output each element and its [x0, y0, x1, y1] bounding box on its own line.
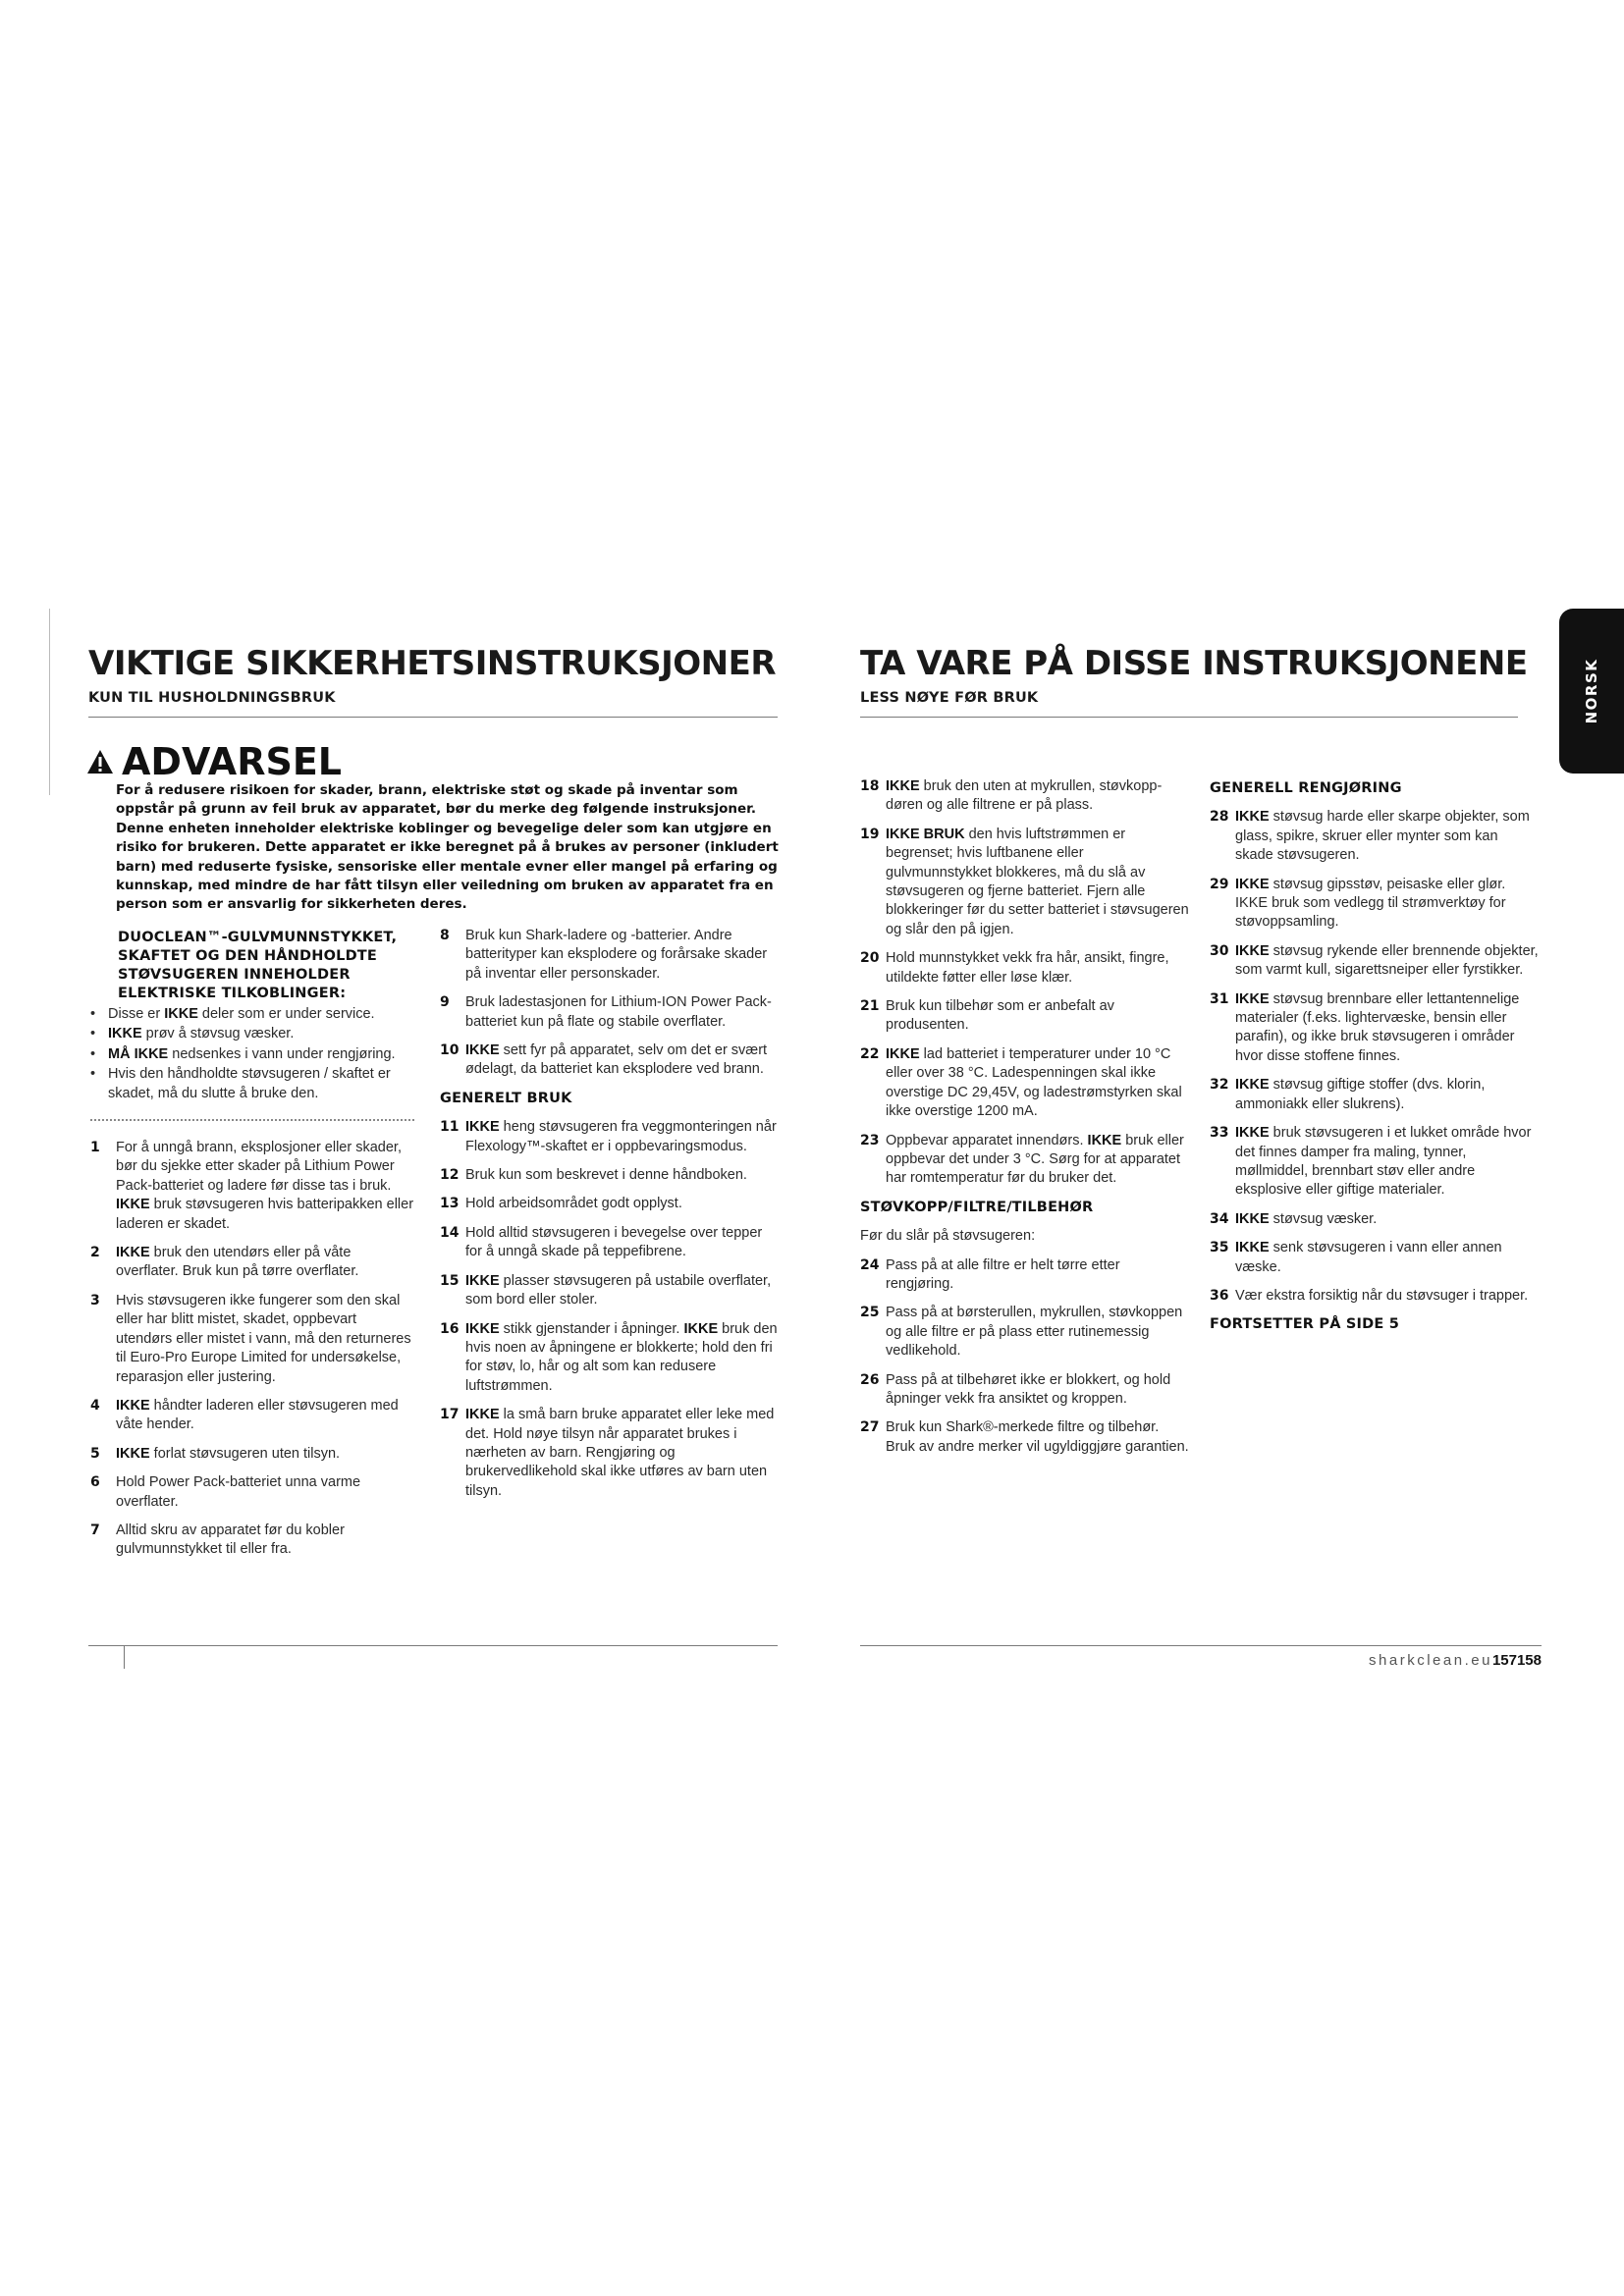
- item-number: 23: [860, 1132, 880, 1148]
- item-text: [886, 1045, 1190, 1122]
- item-emphasis: IKKE: [1087, 1132, 1122, 1148]
- list-item: [860, 949, 1190, 988]
- list-item: [90, 1473, 414, 1512]
- item-number: 14: [440, 1224, 460, 1241]
- item-text: [465, 1166, 778, 1185]
- list-item: [90, 1292, 414, 1387]
- left-header-divider: [88, 717, 778, 718]
- bullet-text: prøv å støvsug væsker.: [141, 1026, 295, 1042]
- item-emphasis: IKKE: [1235, 1125, 1270, 1142]
- item-number: 29: [1210, 876, 1229, 892]
- bullet-icon: •: [90, 1066, 96, 1083]
- item-text: [465, 1041, 778, 1080]
- column-1: [90, 927, 414, 1570]
- item-emphasis: IKKE: [116, 1197, 150, 1213]
- list-item: [1210, 1076, 1540, 1114]
- bullet-text: Hvis den håndholdte støvsugeren / skaftet er skadet, må du slutte å bruke den.: [108, 1066, 391, 1101]
- item-text-part: bruk støvsugeren hvis batteripakken eller laderen er skadet.: [116, 1197, 414, 1232]
- item-text: [116, 1244, 414, 1282]
- item-text-part: stikk gjenstander i åpninger.: [499, 1320, 684, 1337]
- item-text-part: heng støvsugeren fra veggmonteringen når Flexology™-skaftet er i oppbevaringsmodus.: [465, 1119, 777, 1154]
- item-text: [116, 1473, 414, 1512]
- item-text-part: Pass på at tilbehøret ikke er blokkert, og hold åpninger vekk fra ansiktet og kroppen.: [886, 1371, 1171, 1407]
- item-number: 18: [860, 778, 880, 794]
- list-item: [1210, 1124, 1540, 1201]
- left-footer-divider: [88, 1645, 778, 1646]
- footer-site: sharkclean.eu: [1369, 1652, 1492, 1669]
- item-text-part: bruk eller oppbevar det under 3 °C. Sørg for at apparatet har romtemperatur før du bruker det.: [886, 1132, 1184, 1187]
- item-emphasis: IKKE: [1235, 876, 1270, 892]
- continue-note: FORTSETTER PÅ SIDE 5: [1210, 1316, 1400, 1333]
- item-emphasis: IKKE BRUK: [886, 826, 965, 842]
- item-number: 28: [1210, 809, 1229, 826]
- dustcup-intro: Før du slår på støvsugeren:: [860, 1228, 1036, 1245]
- left-footer-tick: [124, 1645, 125, 1669]
- item-number: 24: [860, 1256, 880, 1273]
- item-text: [1235, 1239, 1540, 1277]
- right-footer-divider: [860, 1645, 1542, 1646]
- footer-pagination: [1369, 1652, 1542, 1669]
- item-emphasis: IKKE: [1235, 1077, 1270, 1094]
- column-2: [440, 927, 778, 1511]
- general-cleaning-heading: GENERELL RENGJØRING: [1210, 780, 1402, 796]
- item-text-part: Bruk ladestasjonen for Lithium-ION Power Pack-batteriet kun på flate og stabile overflater.: [465, 994, 772, 1030]
- item-text-part: Vær ekstra forsiktig når du støvsuger i trapper.: [1235, 1287, 1529, 1304]
- item-text: [465, 1406, 778, 1501]
- item-text-part: den hvis luftstrømmen er begrenset; hvis luftbanene eller gulvmunnstykket blokkeres, må du slå av støvsugeren og fjerne batteriet. Fjern alle blokkeringer før du setter batteriet i støvsugeren og slår den på igjen.: [886, 826, 1189, 937]
- list-item: [90, 1445, 414, 1464]
- bullet-text: nedsenkes i vann under rengjøring.: [168, 1045, 396, 1062]
- list-item: [440, 1224, 778, 1262]
- item-text: [465, 993, 778, 1032]
- item-emphasis: IKKE: [1235, 942, 1270, 959]
- list-item: [90, 1397, 414, 1435]
- item-number: 15: [440, 1272, 460, 1289]
- item-emphasis: IKKE: [1235, 990, 1270, 1007]
- list-item: [860, 1371, 1190, 1410]
- item-text-part: Pass på at alle filtre er helt tørre etter rengjøring.: [886, 1256, 1120, 1292]
- item-text-part: Bruk kun som beskrevet i denne håndboken.: [465, 1167, 747, 1184]
- item-text: [465, 1195, 778, 1213]
- item-text: [886, 1371, 1190, 1410]
- list-item: [1210, 942, 1540, 981]
- item-text-part: forlat støvsugeren uten tilsyn.: [149, 1445, 341, 1462]
- list-item: [860, 826, 1190, 939]
- item-text: [116, 1397, 414, 1435]
- item-text: [465, 927, 778, 984]
- item-number: 6: [90, 1474, 100, 1491]
- item-text-part: bruk den uten at mykrullen, støvkopp-døren og alle filtrene er på plass.: [886, 778, 1163, 814]
- item-text-part: Bruk kun Shark-ladere og -batterier. Andre batterityper kan eksplodere og forårsake skader på inventar eller personskader.: [465, 928, 768, 982]
- column-3: [860, 777, 1190, 1467]
- item-number: 12: [440, 1167, 460, 1184]
- item-number: 35: [1210, 1240, 1229, 1256]
- item-text-part: støvsug gipsstøv, peisaske eller glør. IKKE bruk som vedlegg til strømverktøy for støvoppsamling.: [1235, 876, 1506, 931]
- item-text: [1235, 1076, 1540, 1114]
- list-item: [440, 1320, 778, 1397]
- item-text: [116, 1292, 414, 1387]
- item-text-part: Bruk kun Shark®-merkede filtre og tilbehør. Bruk av andre merker vil ugyldiggjøre garantien.: [886, 1419, 1189, 1455]
- item-emphasis: IKKE: [465, 1119, 500, 1136]
- item-text-part: Alltid skru av apparatet før du kobler gulvmunnstykket til eller fra.: [116, 1522, 345, 1558]
- bullet-text: Disse er: [108, 1006, 165, 1022]
- list-item: [440, 1041, 778, 1080]
- list-item: [440, 927, 778, 984]
- item-number: 8: [440, 928, 450, 943]
- item-text: [465, 1224, 778, 1262]
- item-emphasis: IKKE: [886, 778, 920, 794]
- item-text-part: senk støvsugeren i vann eller annen væske.: [1235, 1240, 1502, 1275]
- list-item: [440, 993, 778, 1032]
- item-number: 2: [90, 1245, 100, 1261]
- item-number: 13: [440, 1196, 460, 1212]
- item-number: 26: [860, 1371, 880, 1388]
- list-item: [440, 1195, 778, 1213]
- item-text: [886, 826, 1190, 939]
- item-text-part: Hold arbeidsområdet godt opplyst.: [465, 1196, 682, 1212]
- item-text-part: bruk den utendørs eller på våte overflater. Bruk kun på tørre overflater.: [116, 1245, 359, 1280]
- left-page-subtitle: KUN TIL HUSHOLDNINGSBRUK: [88, 690, 336, 706]
- bullet-emphasis: IKKE: [164, 1006, 198, 1022]
- item-text-part: plasser støvsugeren på ustabile overflater, som bord eller stoler.: [465, 1272, 772, 1308]
- warning-triangle-icon: [86, 749, 114, 774]
- item-number: 34: [1210, 1210, 1229, 1227]
- item-text: [1235, 1210, 1540, 1229]
- item-text: [465, 1118, 778, 1156]
- item-number: 27: [860, 1419, 880, 1436]
- list-item: [440, 1166, 778, 1185]
- duoclean-bullets: [90, 1005, 414, 1103]
- list-item: [860, 1418, 1190, 1457]
- item-number: 1: [90, 1140, 100, 1156]
- item-text: [116, 1445, 414, 1464]
- item-text-part: støvsug brennbare eller lettantennelige materialer (f.eks. lightervæske, bensin eller parafin), og ikke bruk støvsugeren i områder hvor disse stoffene finnes.: [1235, 990, 1520, 1064]
- list-item: [860, 997, 1190, 1036]
- item-number: 11: [440, 1119, 460, 1136]
- language-tab: [1559, 609, 1624, 774]
- right-header-divider: [860, 717, 1518, 718]
- item-text: [1235, 1287, 1540, 1306]
- item-text-part: Hold alltid støvsugeren i bevegelse over tepper for å unngå skade på teppefibrene.: [465, 1224, 763, 1260]
- item-emphasis: IKKE: [465, 1320, 500, 1337]
- item-number: 31: [1210, 990, 1229, 1007]
- item-emphasis: IKKE: [465, 1407, 500, 1423]
- dotted-divider: [90, 1119, 414, 1121]
- item-text: [886, 1418, 1190, 1457]
- item-text-part: For å unngå brann, eksplosjoner eller skader, bør du sjekke etter skader på Lithium Power Pack-batteriet og ladere før disse tas i bruk.: [116, 1140, 402, 1194]
- item-text: [886, 1304, 1190, 1361]
- item-number: 17: [440, 1407, 460, 1423]
- item-number: 10: [440, 1042, 460, 1059]
- item-emphasis: IKKE: [886, 1045, 920, 1062]
- item-number: 5: [90, 1445, 100, 1462]
- item-text-part: støvsug harde eller skarpe objekter, som glass, spikre, skruer eller mynter som kan skade støvsugeren.: [1235, 809, 1530, 864]
- dustcup-filters-heading: STØVKOPP/FILTRE/TILBEHØR: [860, 1199, 1094, 1215]
- bullet-icon: •: [90, 1006, 96, 1022]
- item-text: [1235, 808, 1540, 865]
- item-emphasis: IKKE: [465, 1272, 500, 1289]
- item-number: 21: [860, 998, 880, 1015]
- item-text-part: støvsug rykende eller brennende objekter, som varmt kull, sigarettsneiper eller fyrstikker.: [1235, 942, 1539, 979]
- item-text-part: Hold munnstykket vekk fra hår, ansikt, fingre, utildekte føtter eller løse klær.: [886, 950, 1169, 986]
- item-emphasis: IKKE: [683, 1320, 719, 1337]
- item-number: 7: [90, 1522, 100, 1538]
- item-text: [465, 1320, 778, 1397]
- item-text: [1235, 1124, 1540, 1201]
- list-item: [90, 1522, 414, 1560]
- bullet-emphasis: IKKE: [108, 1026, 142, 1042]
- item-emphasis: IKKE: [1235, 1210, 1270, 1227]
- item-emphasis: IKKE: [116, 1245, 150, 1261]
- list-item: [860, 777, 1190, 816]
- bullet-emphasis: MÅ IKKE: [108, 1045, 169, 1062]
- item-number: 4: [90, 1397, 100, 1414]
- language-tab-label: NORSK: [1583, 658, 1600, 724]
- item-text: [116, 1139, 414, 1234]
- list-item: [1210, 876, 1540, 933]
- item-text-part: sett fyr på apparatet, selv om det er svært ødelagt, da batteriet kan eksplodere ved brann.: [465, 1042, 768, 1078]
- page-edge-mark: [49, 609, 50, 795]
- item-number: 32: [1210, 1077, 1229, 1094]
- footer-page-numbers: 157158: [1491, 1652, 1542, 1669]
- bullet-icon: •: [90, 1026, 96, 1042]
- item-text: [886, 1256, 1190, 1295]
- item-text-part: Pass på at børsterullen, mykrullen, støvkoppen og alle filtre er på plass etter rutinemessig vedlikehold.: [886, 1305, 1183, 1360]
- item-text: [886, 949, 1190, 988]
- item-number: 36: [1210, 1287, 1229, 1304]
- item-text-part: lad batteriet i temperaturer under 10 °C eller over 38 °C. Ladespenningen skal ikke overstige DC 29,45V, og ladestrømstyrken skal ikke overstige 1200 mA.: [886, 1045, 1182, 1120]
- list-item: [1210, 808, 1540, 865]
- bullet-text: deler som er under service.: [197, 1006, 375, 1022]
- item-text: [886, 777, 1190, 816]
- left-page-title: VIKTIGE SIKKERHETSINSTRUKSJONER: [88, 644, 777, 683]
- item-text: [1235, 942, 1540, 981]
- right-page-subtitle: LESS NØYE FØR BRUK: [860, 690, 1039, 706]
- general-use-heading: GENERELT BRUK: [440, 1090, 572, 1106]
- list-item: [860, 1045, 1190, 1122]
- list-item: [440, 1118, 778, 1156]
- item-text-part: Hvis støvsugeren ikke fungerer som den skal eller har blitt mistet, skadet, oppbevart utendørs eller mistet i vann, må den returneres til Euro-Pro Europe Limited for undersøkelse, reparasjon eller justering.: [116, 1292, 411, 1385]
- warning-title: ADVARSEL: [122, 740, 342, 783]
- list-item: [90, 1244, 414, 1282]
- list-item: [440, 1406, 778, 1501]
- item-text-part: bruk den hvis noen av åpningene er blokkerte; hold den fri for støv, lo, hår og alt som kan redusere luftstrømmen.: [465, 1320, 778, 1394]
- item-text: [116, 1522, 414, 1560]
- list-item: [1210, 1239, 1540, 1277]
- item-text-part: støvsug væsker.: [1269, 1210, 1378, 1227]
- item-number: 22: [860, 1045, 880, 1062]
- list-item: [90, 1139, 414, 1234]
- list-item: [90, 1045, 414, 1064]
- item-number: 3: [90, 1292, 100, 1308]
- item-number: 25: [860, 1305, 880, 1321]
- item-emphasis: IKKE: [1235, 809, 1270, 826]
- item-text-part: Bruk kun tilbehør som er anbefalt av produsenten.: [886, 998, 1114, 1034]
- item-text: [465, 1272, 778, 1310]
- right-page-title: TA VARE PÅ DISSE INSTRUKSJONENE: [860, 644, 1528, 683]
- item-text: [1235, 876, 1540, 933]
- item-number: 33: [1210, 1125, 1229, 1142]
- list-item: [860, 1304, 1190, 1361]
- list-item: [440, 1272, 778, 1310]
- item-emphasis: IKKE: [1235, 1240, 1270, 1256]
- list-item: [860, 1132, 1190, 1189]
- duoclean-heading: DUOCLEAN™-GULVMUNNSTYKKET, SKAFTET OG DEN HÅNDHOLDTE STØVSUGEREN INNEHOLDER ELEKTRISKE TILKOBLINGER:: [118, 930, 398, 1001]
- list-item: [1210, 1287, 1540, 1306]
- item-number: 20: [860, 950, 880, 967]
- list-item: [1210, 1210, 1540, 1229]
- item-text-part: Hold Power Pack-batteriet unna varme overflater.: [116, 1474, 361, 1510]
- item-text-part: bruk støvsugeren i et lukket område hvor det finnes damper fra maling, tynner, møllmiddel, brennbart støv eller andre eksplosive eller giftige materialer.: [1235, 1125, 1532, 1199]
- list-item: [860, 1256, 1190, 1295]
- warning-heading: [86, 742, 342, 781]
- item-emphasis: IKKE: [465, 1042, 500, 1059]
- column-4: [1210, 777, 1540, 1345]
- bullet-icon: •: [90, 1045, 96, 1062]
- list-item: [1210, 990, 1540, 1067]
- item-text-part: håndter laderen eller støvsugeren med våte hender.: [116, 1397, 399, 1433]
- item-emphasis: IKKE: [116, 1445, 150, 1462]
- list-item: [90, 1005, 414, 1024]
- item-text: [886, 1132, 1190, 1189]
- item-text: [886, 997, 1190, 1036]
- item-text: [1235, 990, 1540, 1067]
- item-number: 19: [860, 826, 880, 842]
- warning-intro: For å redusere risikoen for skader, brann, elektriske støt og skade på inventar som oppstår på grunn av feil bruk av apparatet, bør du merke deg følgende instruksjoner. Denne enheten inneholder elektriske koblinger og bevegelige deler som kan utgjøre en risiko for brukeren. Dette apparatet er ikke beregnet på å brukes av personer (inkludert barn) med reduserte fysiske, sensoriske eller mentale evner eller mangel på erfaring og kunnskap, med mindre de har fått tilsyn eller veiledning om bruken av apparatet fra en person som er ansvarlig for sikkerheten deres.: [116, 782, 779, 913]
- item-text-part: støvsug giftige stoffer (dvs. klorin, ammoniakk eller slukrens).: [1235, 1077, 1486, 1112]
- item-number: 9: [440, 994, 450, 1011]
- item-text-part: la små barn bruke apparatet eller leke med det. Hold nøye tilsyn når apparatet brukes i nærheten av barn. Rengjøring og brukervedlikehold skal ikke utføres av barn uten tilsyn.: [465, 1407, 775, 1499]
- list-item: [90, 1065, 414, 1103]
- item-emphasis: IKKE: [116, 1397, 150, 1414]
- item-text-part: Oppbevar apparatet innendørs.: [886, 1132, 1088, 1148]
- item-number: 16: [440, 1320, 460, 1337]
- list-item: [90, 1025, 414, 1043]
- item-number: 30: [1210, 942, 1229, 959]
